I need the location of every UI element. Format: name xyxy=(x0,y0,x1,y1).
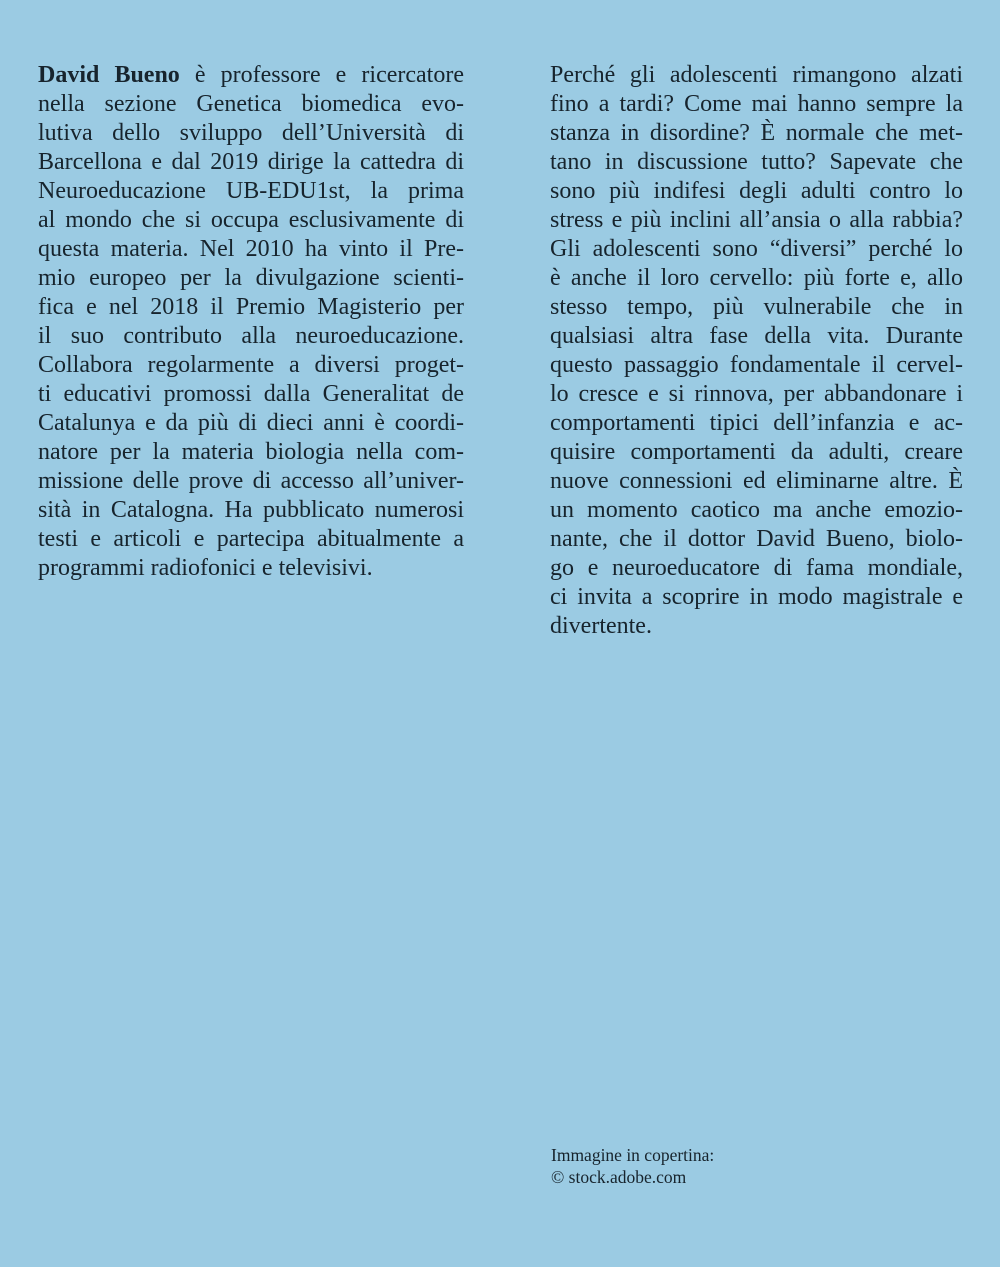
credit-caption: Immagine in copertina: xyxy=(551,1145,715,1165)
text-line: fica e nel 2018 il Premio Magisterio per xyxy=(38,294,464,320)
text-line: Gli adolescenti sono “diversi” perché lo xyxy=(550,236,963,262)
text-line: divertente. xyxy=(550,613,652,639)
text-line: David Bueno è professore e ricercatore xyxy=(38,62,464,88)
author-bio-column xyxy=(38,61,464,583)
book-blurb-column xyxy=(550,61,963,641)
text-line: nante, che il dottor David Bueno, biolo- xyxy=(550,526,963,552)
text-line: questa materia. Nel 2010 ha vinto il Pre- xyxy=(38,236,464,262)
text-line: missione delle prove di accesso all’univer- xyxy=(38,468,464,494)
text-line: qualsiasi altra fase della vita. Durante xyxy=(550,323,963,349)
text-line: lo cresce e si rinnova, per abbandonare i xyxy=(550,381,963,407)
text-line: stanza in disordine? È normale che met- xyxy=(550,120,963,146)
text-line: stress e più inclini all’ansia o alla rabbia? xyxy=(550,207,963,233)
text-line: al mondo che si occupa esclusivamente di xyxy=(38,207,464,233)
text-line: testi e articoli e partecipa abitualmente a xyxy=(38,526,464,552)
text-line: comportamenti tipici dell’infanzia e ac- xyxy=(550,410,963,436)
text-line: il suo contributo alla neuroeducazione. xyxy=(38,323,464,349)
text-line: ci invita a scoprire in modo magistrale e xyxy=(550,584,963,610)
text-line: programmi radiofonici e televisivi. xyxy=(38,555,373,581)
text-line: tano in discussione tutto? Sapevate che xyxy=(550,149,963,175)
text-line: natore per la materia biologia nella com- xyxy=(38,439,464,465)
text-line: lutiva dello sviluppo dell’Università di xyxy=(38,120,464,146)
text-line: Collabora regolarmente a diversi proget- xyxy=(38,352,464,378)
cover-image-credit xyxy=(551,1144,714,1188)
author-name: David Bueno xyxy=(38,62,180,88)
text-line: nuove connessioni ed eliminarne altre. È xyxy=(550,468,963,494)
text-line: un momento caotico ma anche emozio- xyxy=(550,497,963,523)
text-line: fino a tardi? Come mai hanno sempre la xyxy=(550,91,963,117)
text-line: nella sezione Genetica biomedica evo- xyxy=(38,91,464,117)
text-line: Perché gli adolescenti rimangono alzati xyxy=(550,62,963,88)
text-line: Catalunya e da più di dieci anni è coordi- xyxy=(38,410,464,436)
text-line: sità in Catalogna. Ha pubblicato numerosi xyxy=(38,497,464,523)
text-line: ti educativi promossi dalla Generalitat de xyxy=(38,381,464,407)
text-line: sono più indifesi degli adulti contro lo xyxy=(550,178,963,204)
credit-copyright: © stock.adobe.com xyxy=(551,1167,687,1187)
text-line: Neuroeducazione UB-EDU1st, la prima xyxy=(38,178,464,204)
text-line: stesso tempo, più vulnerabile che in xyxy=(550,294,963,320)
text-line: go e neuroeducatore di fama mondiale, xyxy=(550,555,963,581)
text-line: mio europeo per la divulgazione scienti- xyxy=(38,265,464,291)
text-line: quisire comportamenti da adulti, creare xyxy=(550,439,963,465)
text-line: questo passaggio fondamentale il cervel- xyxy=(550,352,963,378)
text-line: Barcellona e dal 2019 dirige la cattedra di xyxy=(38,149,464,175)
text-line: è anche il loro cervello: più forte e, allo xyxy=(550,265,963,291)
